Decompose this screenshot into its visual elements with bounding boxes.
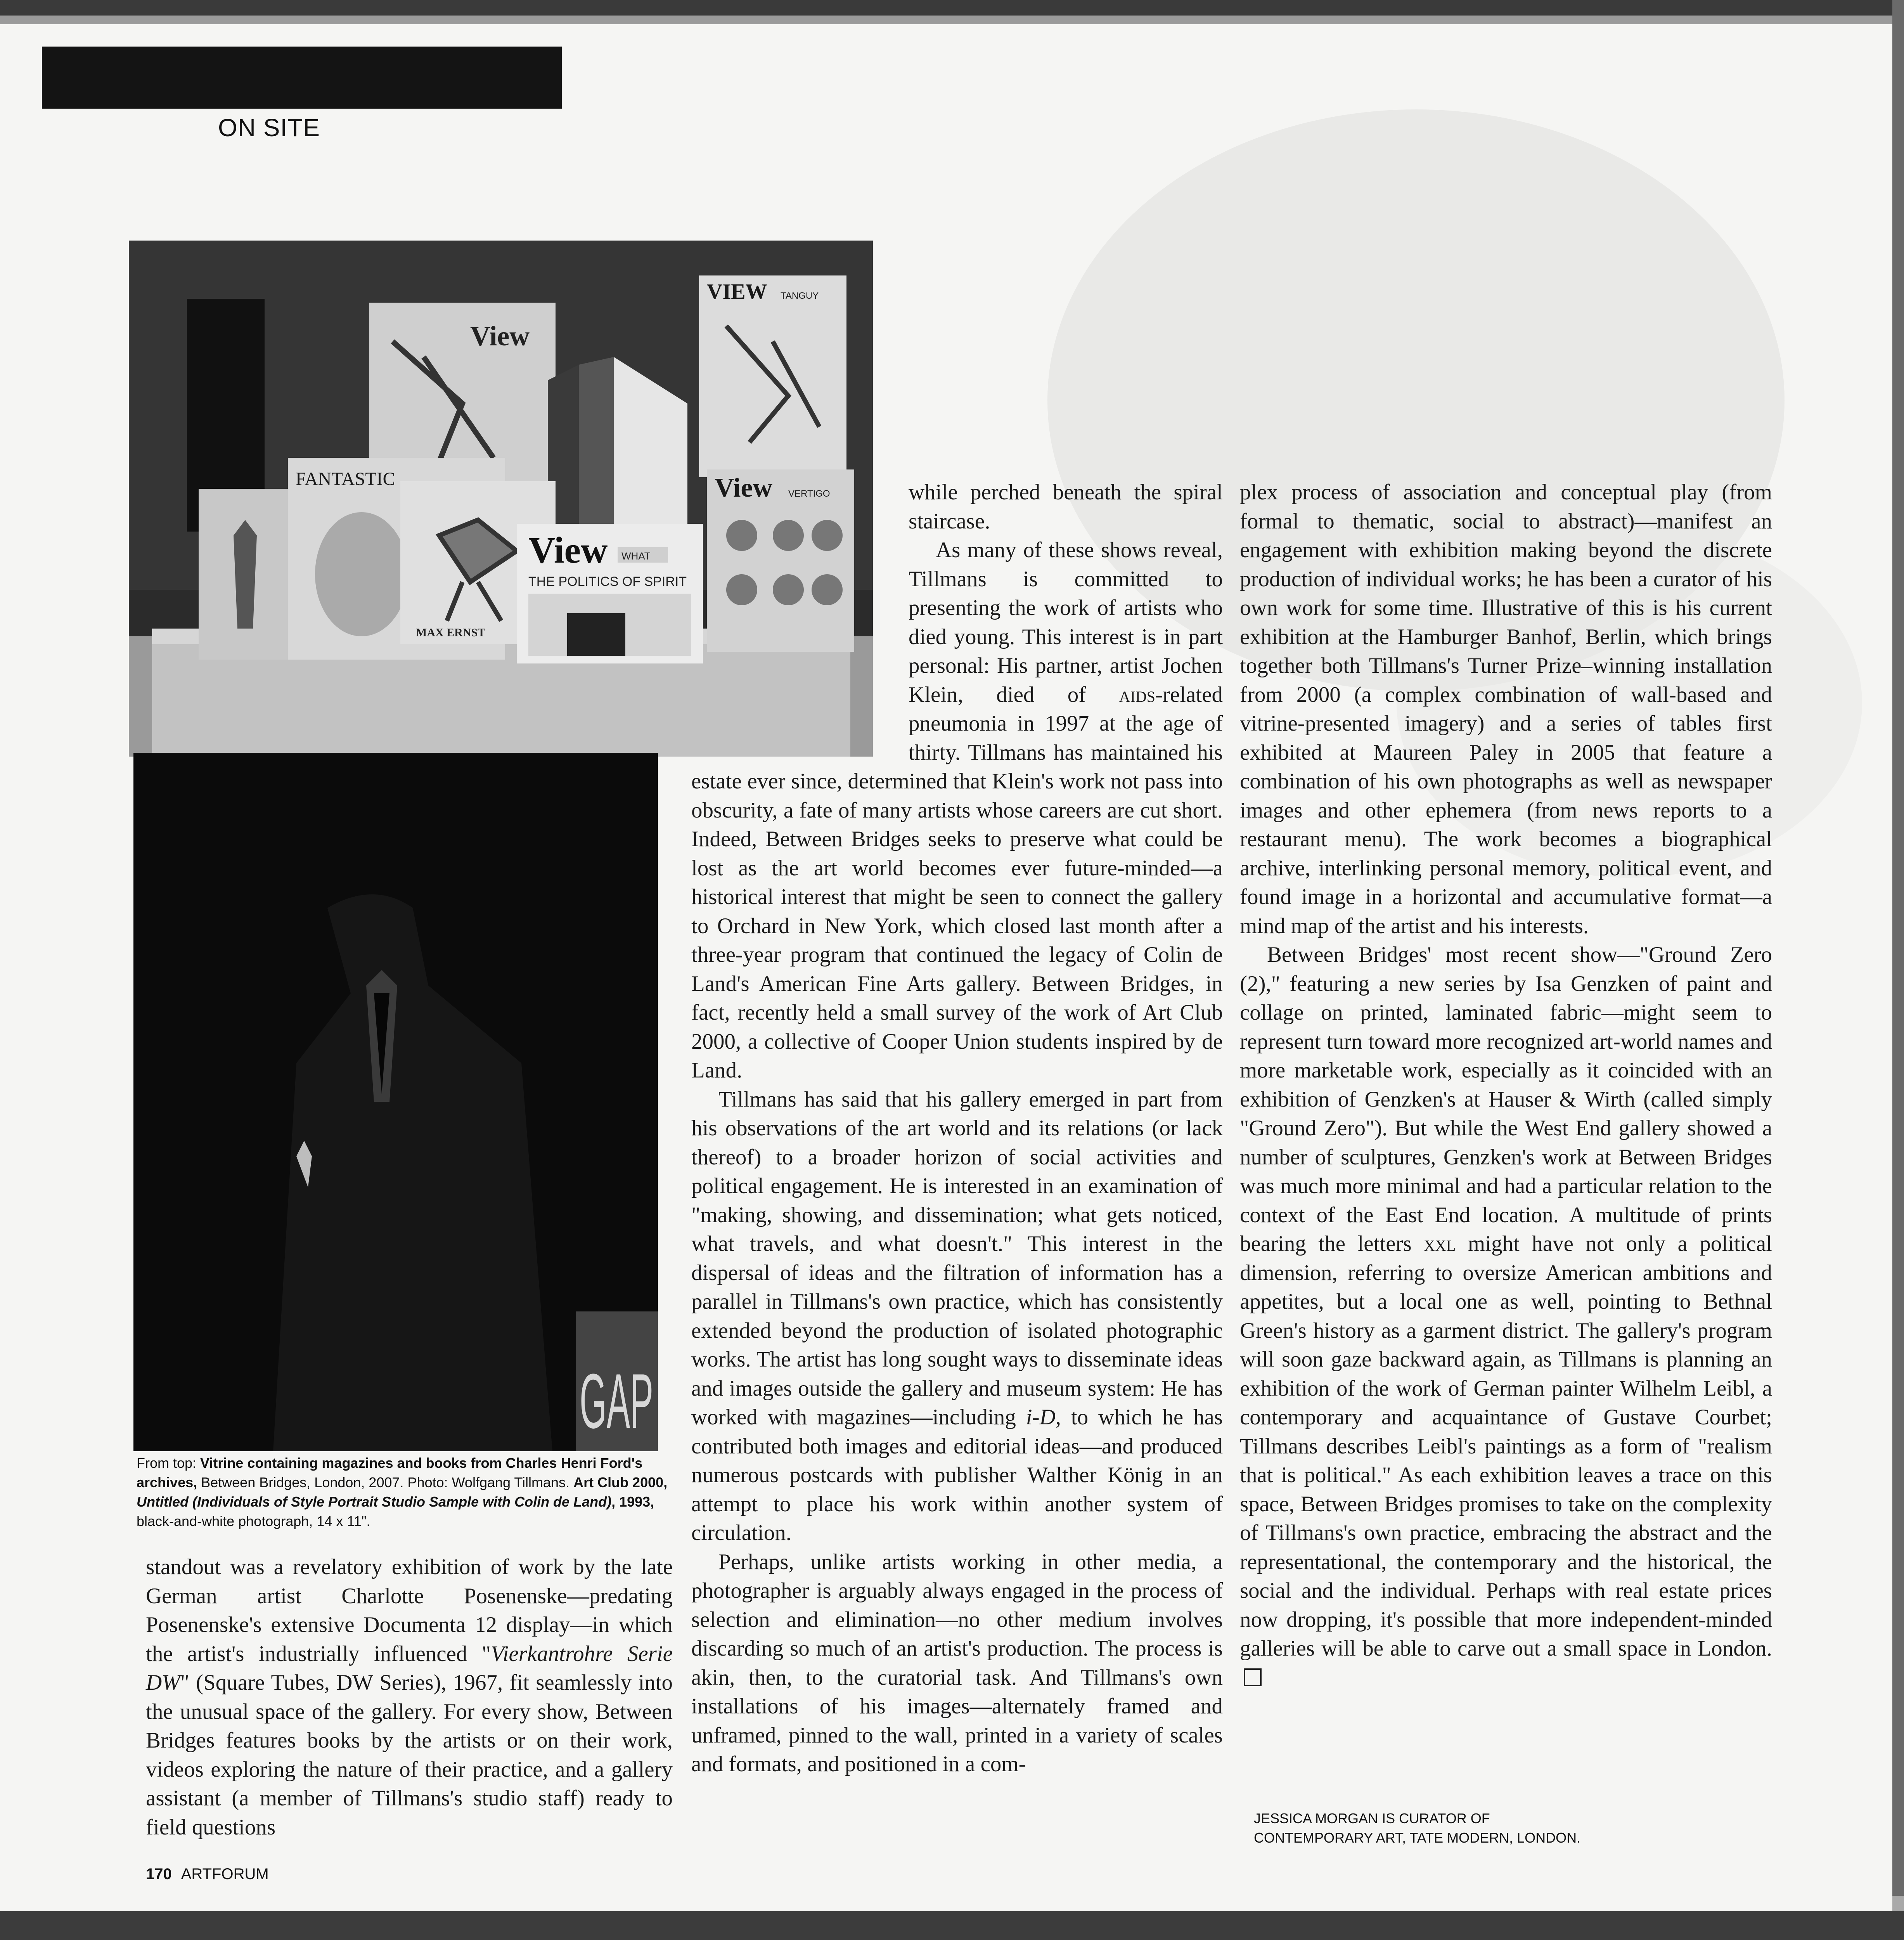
byline-line-2: CONTEMPORARY ART, TATE MODERN, LONDON. <box>1254 1830 1581 1846</box>
col2-p2-acronym: aids <box>1119 682 1155 707</box>
scan-edge-right <box>1892 0 1904 1940</box>
column-2-photo-wrap <box>691 478 909 750</box>
byline-line-1: JESSICA MORGAN IS CURATOR OF <box>1254 1810 1490 1826</box>
gap-sign: GAP <box>580 1358 653 1445</box>
view-cover-main-title: View <box>528 529 608 571</box>
article-column-1 <box>146 1553 673 1842</box>
col1-text-b: " (Square Tubes, DW Series), 1967, fit seamlessly into the unusual space of the gallery. For every show, Between Bridges features books by the artists or on their work, videos exploring the nature of their practice, and a gallery assistant (a member of Tillmans's studio staff) ready to field questions <box>146 1670 673 1840</box>
portrait-photo <box>133 753 658 1451</box>
col2-p2-text-b: -related pneumonia in 1997 at the age of thirty. Tillmans has maintained his estate ever since, determined that Klein's work not pass into obscurity, a fate of many artists whose careers are cut short. Indeed, Between Bridges seeks to preserve what could be lost as the art world becomes ever future-minded—a historical interest that might be seen to connect the gallery to Orchard in New York, which closed last month after a three-year program that continued the legacy of Colin de Land's American Fine Arts gallery. Between Bridges, in fact, recently held a small survey of the work of Art Club 2000, a collective of Cooper Union students inspired by de Land. <box>691 682 1223 1083</box>
author-byline <box>1254 1809 1642 1848</box>
caption-text-2: black-and-white photograph, 14 x 11". <box>137 1513 370 1529</box>
scan-edge-bottom <box>0 1911 1904 1940</box>
col1-text-a: standout was a revelatory exhibition of work by the late German artist Charlotte Posenenske—predating Posenenske's extensive Documenta 12 display—in which the artist's industrially influenced " <box>146 1555 673 1666</box>
article-column-2 <box>691 478 1223 1779</box>
header-bar <box>42 47 562 109</box>
view-cover-1-title: View <box>470 320 530 352</box>
caption-bold-1: Vitrine containing magazines and books from Charles Henri Ford's archives, <box>137 1455 643 1490</box>
caption-bold-2: Art Club 2000, <box>573 1474 668 1490</box>
vertigo-label: VERTIGO <box>788 488 830 499</box>
scan-edge-top-shadow <box>0 16 1904 24</box>
col2-p3-magazine: i-D <box>1026 1405 1056 1429</box>
photo-caption <box>137 1453 668 1531</box>
ernst-cover-title: MAX ERNST <box>416 626 486 639</box>
col2-paragraph-1: while perched beneath the spiral staircase. <box>909 480 1223 534</box>
col1-artwork-title: Vierkantrohre Serie DW <box>146 1641 673 1695</box>
caption-lead: From top: <box>137 1455 201 1471</box>
page-footer <box>146 1866 269 1883</box>
view-cover-main <box>517 524 703 663</box>
portrait-illustration <box>133 753 658 1451</box>
view-cover-right-title: View <box>715 473 773 503</box>
fantastic-cover-title: FANTASTIC <box>296 469 395 489</box>
col2-paragraph-4: Perhaps, unlike artists working in other media, a photographer is arguably always engaged in the process of selection and elimination—no other medium involves discarding so much of an artist's production. The process is akin, then, to the curatorial task. And Tillmans's own installations of his images—alternately framed and unframed, pinned to the wall, printed in a variety of scales and formats, and positioned in a com- <box>691 1549 1223 1776</box>
col3-paragraph-2 <box>1240 941 1772 1692</box>
view-cover-main-tag: WHAT <box>621 550 651 562</box>
col2-paragraph-3 <box>691 1085 1223 1548</box>
col2-p3-text-a: Tillmans has said that his gallery emerged in part from his observations of the art world and its relations (or lack thereof) to a broader horizon of social activities and political engagement. He is interested in an examination of "making, showing, and dissemination; what gets noticed, what travels, and what doesn't." This interest in the dispersal of ideas and the filtration of information has a parallel in Tillmans's own practice, which has consistently extended beyond the production of isolated photographic works. The artist has long sought ways to disseminate ideas and images outside the gallery and museum system: He has worked with magazines—including <box>691 1087 1223 1429</box>
end-mark-icon <box>1244 1668 1262 1686</box>
caption-text-1: Between Bridges, London, 2007. Photo: Wolfgang Tillmans. <box>197 1474 574 1490</box>
caption-artwork-title: Untitled (Individuals of Style Portrait Studio Sample with Colin de Land) <box>137 1494 612 1510</box>
magazine-name: ARTFORUM <box>181 1866 269 1883</box>
magazine-page <box>0 24 1892 1911</box>
caption-bold-3: , 1993, <box>611 1494 654 1510</box>
page-number: 170 <box>146 1866 172 1883</box>
col1-paragraph-1 <box>146 1553 673 1842</box>
view-cover-2-title: VIEW <box>707 280 767 304</box>
politics-headline: THE POLITICS OF SPIRIT <box>528 574 687 589</box>
col3-p2-text-a: Between Bridges' most recent show—"Ground Zero (2)," featuring a new series by Isa Genzken of paint and collage on printed, laminated fabric—might seem to represent turn toward more recognized art-world names and more marketable work, especially as it coincided with an exhibition of Genzken's at Hauser & Wirth (called simply "Ground Zero"). But while the West End gallery showed a number of sculptures, Genzken's work at Between Bridges was much more minimal and had a particular relation to the context of the East End location. A multitude of prints bearing the letters <box>1240 942 1772 1256</box>
section-label: ON SITE <box>218 114 320 142</box>
col2-p2-text-a: As many of these shows reveal, Tillmans is committed to presenting the work of artists who died young. This interest is in part personal: His partner, artist Jochen Klein, died of <box>909 538 1223 707</box>
view-cover-2 <box>699 275 846 477</box>
col2-p3-text-b: , to which he has contributed both images and editorial ideas—and produced numerous postcards with publisher Walther König in an attempt to place his work within another system of circulation. <box>691 1405 1223 1545</box>
scan-edge-top <box>0 0 1904 16</box>
col3-paragraph-1: plex process of association and conceptual play (from formal to thematic, social to abstract)—manifest an engagement with exhibition making beyond the discrete production of individual works; he has been a curator of his own work for some time. Illustrative of this is his current exhibition at the Hamburger Banhof, Berlin, which brings together both Tillmans's Turner Prize–winning installation from 2000 (a complex combination of wall-based and vitrine-presented imagery) and a series of tables first exhibited at Maureen Paley in 2005 that feature a combination of his own photographs as well as newspaper images and other ephemera (from news reports to a restaurant menu). The work becomes a biographical archive, interlinking personal memory, political event, and found image in a horizontal and accumulative format—a mind map of the artist and his interests. <box>1240 480 1772 938</box>
view-cover-2-subtitle: TANGUY <box>781 291 819 301</box>
col3-p2-text-b: might have not only a political dimension, referring to oversize American ambitions and appetites, but a local one as well, pointing to Bethnal Green's history as a garment district. The gallery's program will soon gaze backward again, as Tillmans is planning an exhibition of the work of German painter Wilhelm Leibl, a contemporary and acquaintance of Gustave Courbet; Tillmans describes Leibl's paintings as a form of "realism that is political." As each exhibition leaves a trace on this space, Between Bridges promises to take on the complexity of Tillmans's own practice, embracing the abstract and the representational, the contemporary and the historical, the social and the individual. Perhaps with real estate prices now dropping, it's possible that more independent-minded galleries will be able to carve out a small space in London. <box>1240 1232 1772 1661</box>
col3-p2-acronym: xxl <box>1424 1232 1456 1256</box>
article-column-3 <box>1240 478 1772 1692</box>
